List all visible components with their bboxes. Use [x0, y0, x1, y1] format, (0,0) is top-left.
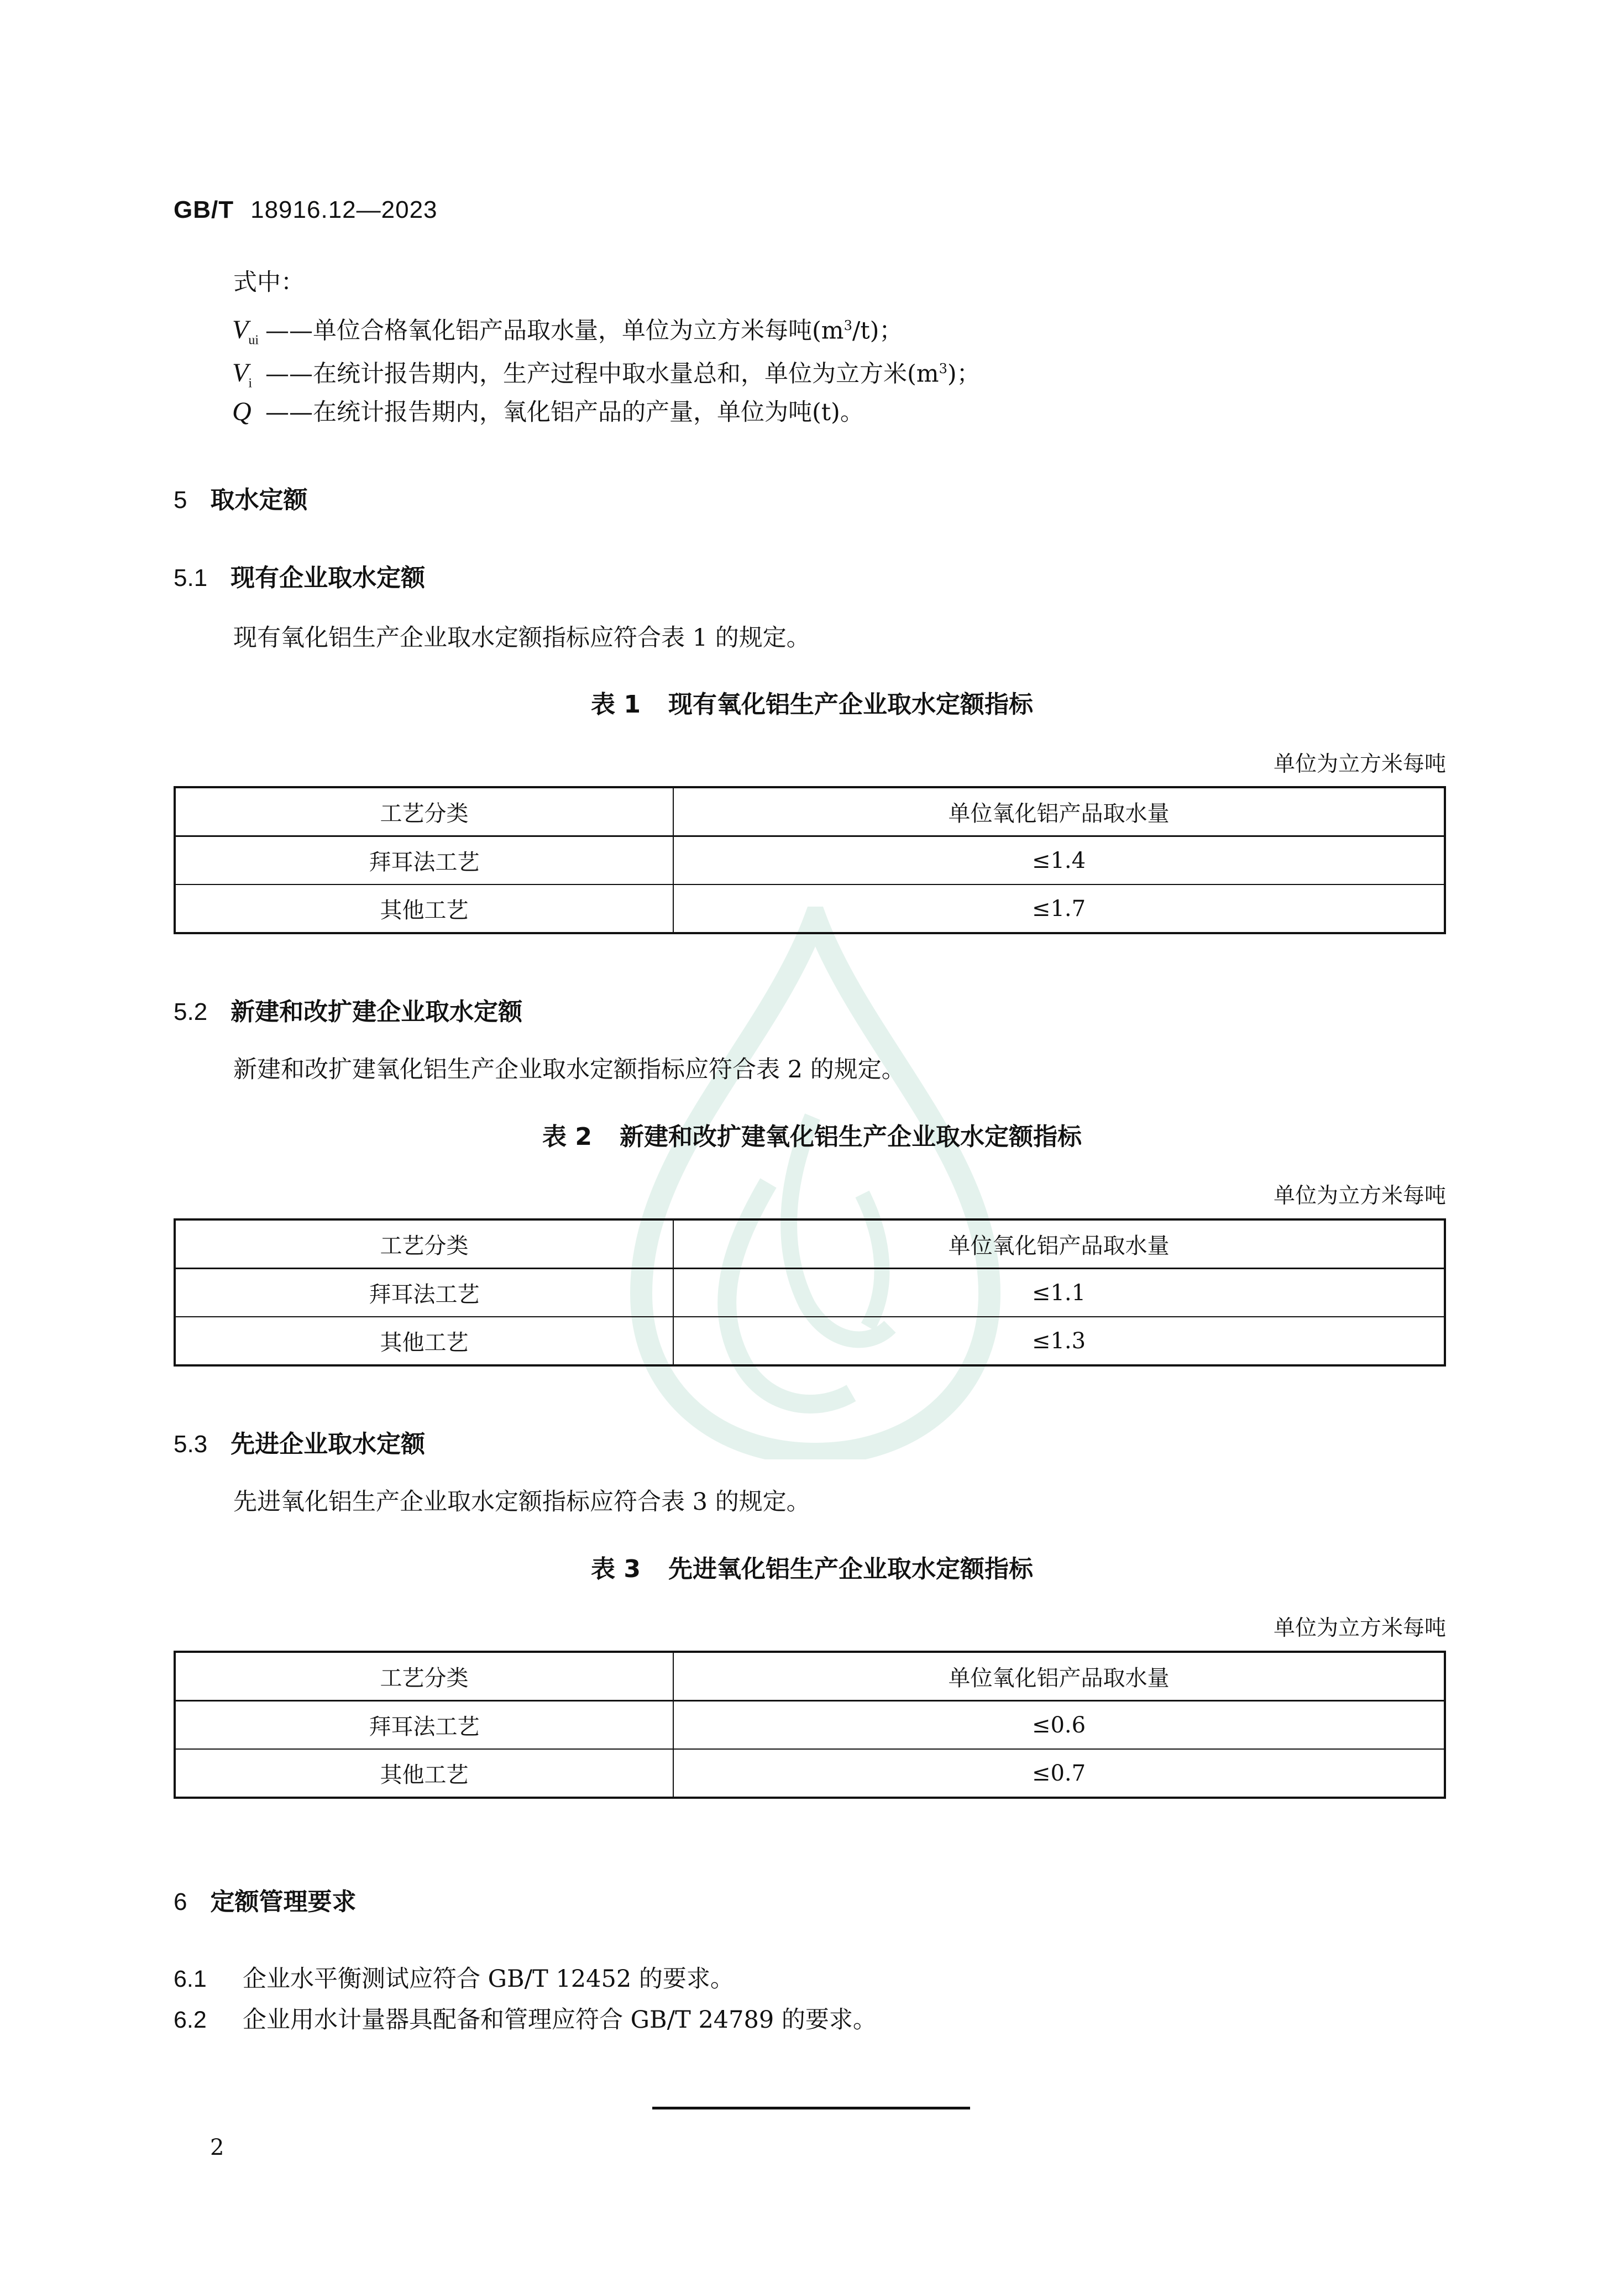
page-number: 2 [210, 2135, 224, 2160]
cell-value: ≤1.4 [673, 836, 1445, 885]
table-row [175, 1701, 1445, 1750]
section-6-heading: 6 定额管理要求 [174, 1888, 357, 1916]
cell-process: 其他工艺 [175, 884, 673, 933]
section-5-3-paragraph: 先进氧化铝生产企业取水定额指标应符合表 3 的规定。 [233, 1488, 810, 1516]
var-symbol: $V_{ui}$ [232, 315, 259, 348]
section-5-2-paragraph: 新建和改扩建氧化铝生产企业取水定额指标应符合表 2 的规定。 [233, 1056, 905, 1083]
header-process: 工艺分类 [175, 1652, 673, 1701]
standard-number: 18916.12—2023 [250, 196, 438, 223]
formula-var-vi: $V_i$ ——在统计报告期内，生产过程中取水量总和，单位为立方米$(m^3)$； [232, 353, 981, 400]
table-header-row [175, 1219, 1445, 1269]
table-2-unit: 单位为立方米每吨 [1273, 1184, 1446, 1208]
cell-process: 拜耳法工艺 [175, 836, 673, 885]
table-3-unit: 单位为立方米每吨 [1273, 1616, 1446, 1641]
cell-process: 其他工艺 [175, 1317, 673, 1365]
end-of-document-line [652, 2107, 970, 2109]
table-header-row [175, 1652, 1445, 1701]
table-row [175, 884, 1445, 933]
table-2 [174, 1218, 1446, 1367]
section-5-heading: 5 取水定额 [174, 486, 308, 514]
header-process: 工艺分类 [175, 1219, 673, 1269]
table-row [175, 1749, 1445, 1798]
cell-process: 其他工艺 [175, 1749, 673, 1798]
table-row [175, 836, 1445, 885]
section-5-1-heading: 5.1 现有企业取水定额 [174, 564, 426, 592]
section-5-2-heading: 5.2 新建和改扩建企业取水定额 [174, 998, 523, 1026]
header-process: 工艺分类 [175, 787, 673, 836]
table-2-caption: 表 2 新建和改扩建氧化铝生产企业取水定额指标 [542, 1123, 1082, 1151]
var-symbol: $V_i$ [232, 358, 252, 391]
cell-value: ≤1.1 [673, 1269, 1445, 1317]
var-symbol: Q [232, 397, 252, 426]
list-item-6-2: 6.2 企业用水计量器具配备和管理应符合 GB/T 24789 的要求。 [174, 2006, 877, 2034]
table-3-caption: 表 3 先进氧化铝生产企业取水定额指标 [591, 1555, 1033, 1583]
section-5-3-heading: 5.3 先进企业取水定额 [174, 1430, 426, 1458]
formula-intro: 式中： [233, 269, 305, 296]
list-item-6-1: 6.1 企业水平衡测试应符合 GB/T 12452 的要求。 [174, 1965, 734, 1993]
header-water-intake: 单位氧化铝产品取水量 [673, 787, 1445, 836]
table-header-row [175, 787, 1445, 836]
standard-header [174, 196, 438, 224]
cell-value: ≤1.3 [673, 1317, 1445, 1365]
cell-process: 拜耳法工艺 [175, 1701, 673, 1750]
table-1-unit: 单位为立方米每吨 [1273, 752, 1446, 777]
water-drop-watermark [630, 907, 1000, 1459]
table-3 [174, 1651, 1446, 1799]
cell-process: 拜耳法工艺 [175, 1269, 673, 1317]
table-row [175, 1269, 1445, 1317]
table-1 [174, 786, 1446, 934]
table-1-caption: 表 1 现有氧化铝生产企业取水定额指标 [591, 690, 1033, 719]
header-water-intake: 单位氧化铝产品取水量 [673, 1652, 1445, 1701]
cell-value: ≤0.6 [673, 1701, 1445, 1750]
formula-var-vui: $V_{ui}$ ——单位合格氧化铝产品取水量，单位为立方米每吨$(m^3/t)$； [232, 310, 903, 357]
cell-value: ≤0.7 [673, 1749, 1445, 1798]
table-row [175, 1317, 1445, 1365]
formula-var-q: Q ——在统计报告期内，氧化铝产品的产量，单位为吨(t)。 [232, 396, 864, 428]
section-5-1-paragraph: 现有氧化铝生产企业取水定额指标应符合表 1 的规定。 [233, 624, 810, 652]
cell-value: ≤1.7 [673, 884, 1445, 933]
standard-code: GB/T [174, 196, 234, 223]
header-water-intake: 单位氧化铝产品取水量 [673, 1219, 1445, 1269]
